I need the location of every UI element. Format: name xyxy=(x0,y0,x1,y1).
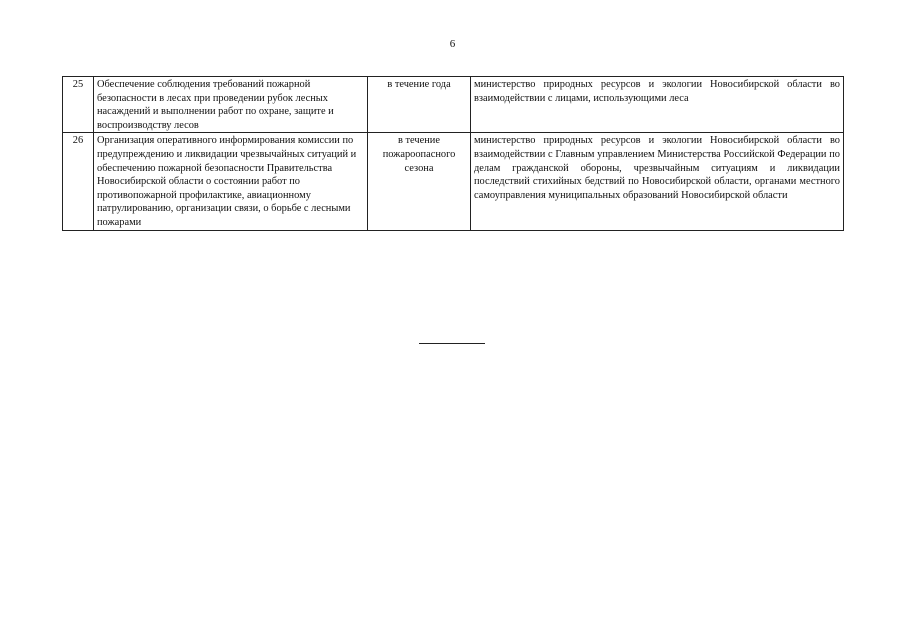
row-number: 26 xyxy=(63,133,94,230)
responsible-party: министерство природных ресурсов и экологии Новосибирской области во взаимодействии с Главным управлением Министерства Российской Федерации по делам гражданской обороны, чрезвычайным ситуациям и ликвидации последствий стихийных бедствий по Новосибирской области, органами местного самоуправления муниципальных образований Новосибирской области xyxy=(471,133,844,230)
end-separator-line xyxy=(419,343,485,344)
measures-table xyxy=(62,76,844,231)
page-number: 6 xyxy=(449,38,456,50)
execution-term: в течение года xyxy=(368,77,471,133)
table-row xyxy=(63,133,844,230)
table-row xyxy=(63,77,844,133)
execution-term: в течение пожароопасного сезона xyxy=(368,133,471,230)
responsible-party: министерство природных ресурсов и экологии Новосибирской области во взаимодействии с лицами, использующими леса xyxy=(471,77,844,133)
measure-description: Обеспечение соблюдения требований пожарной безопасности в лесах при проведении рубок лесных насаждений и выполнении работ по охране, защите и воспроизводству лесов xyxy=(94,77,368,133)
row-number: 25 xyxy=(63,77,94,133)
measure-description: Организация оперативного информирования комиссии по предупреждению и ликвидации чрезвычайных ситуаций и обеспечению пожарной безопасности Правительства Новосибирской области о состоянии работ по противопожарной профилактике, авиационному патрулированию, организации связи, о борьбе с лесными пожарами xyxy=(94,133,368,230)
